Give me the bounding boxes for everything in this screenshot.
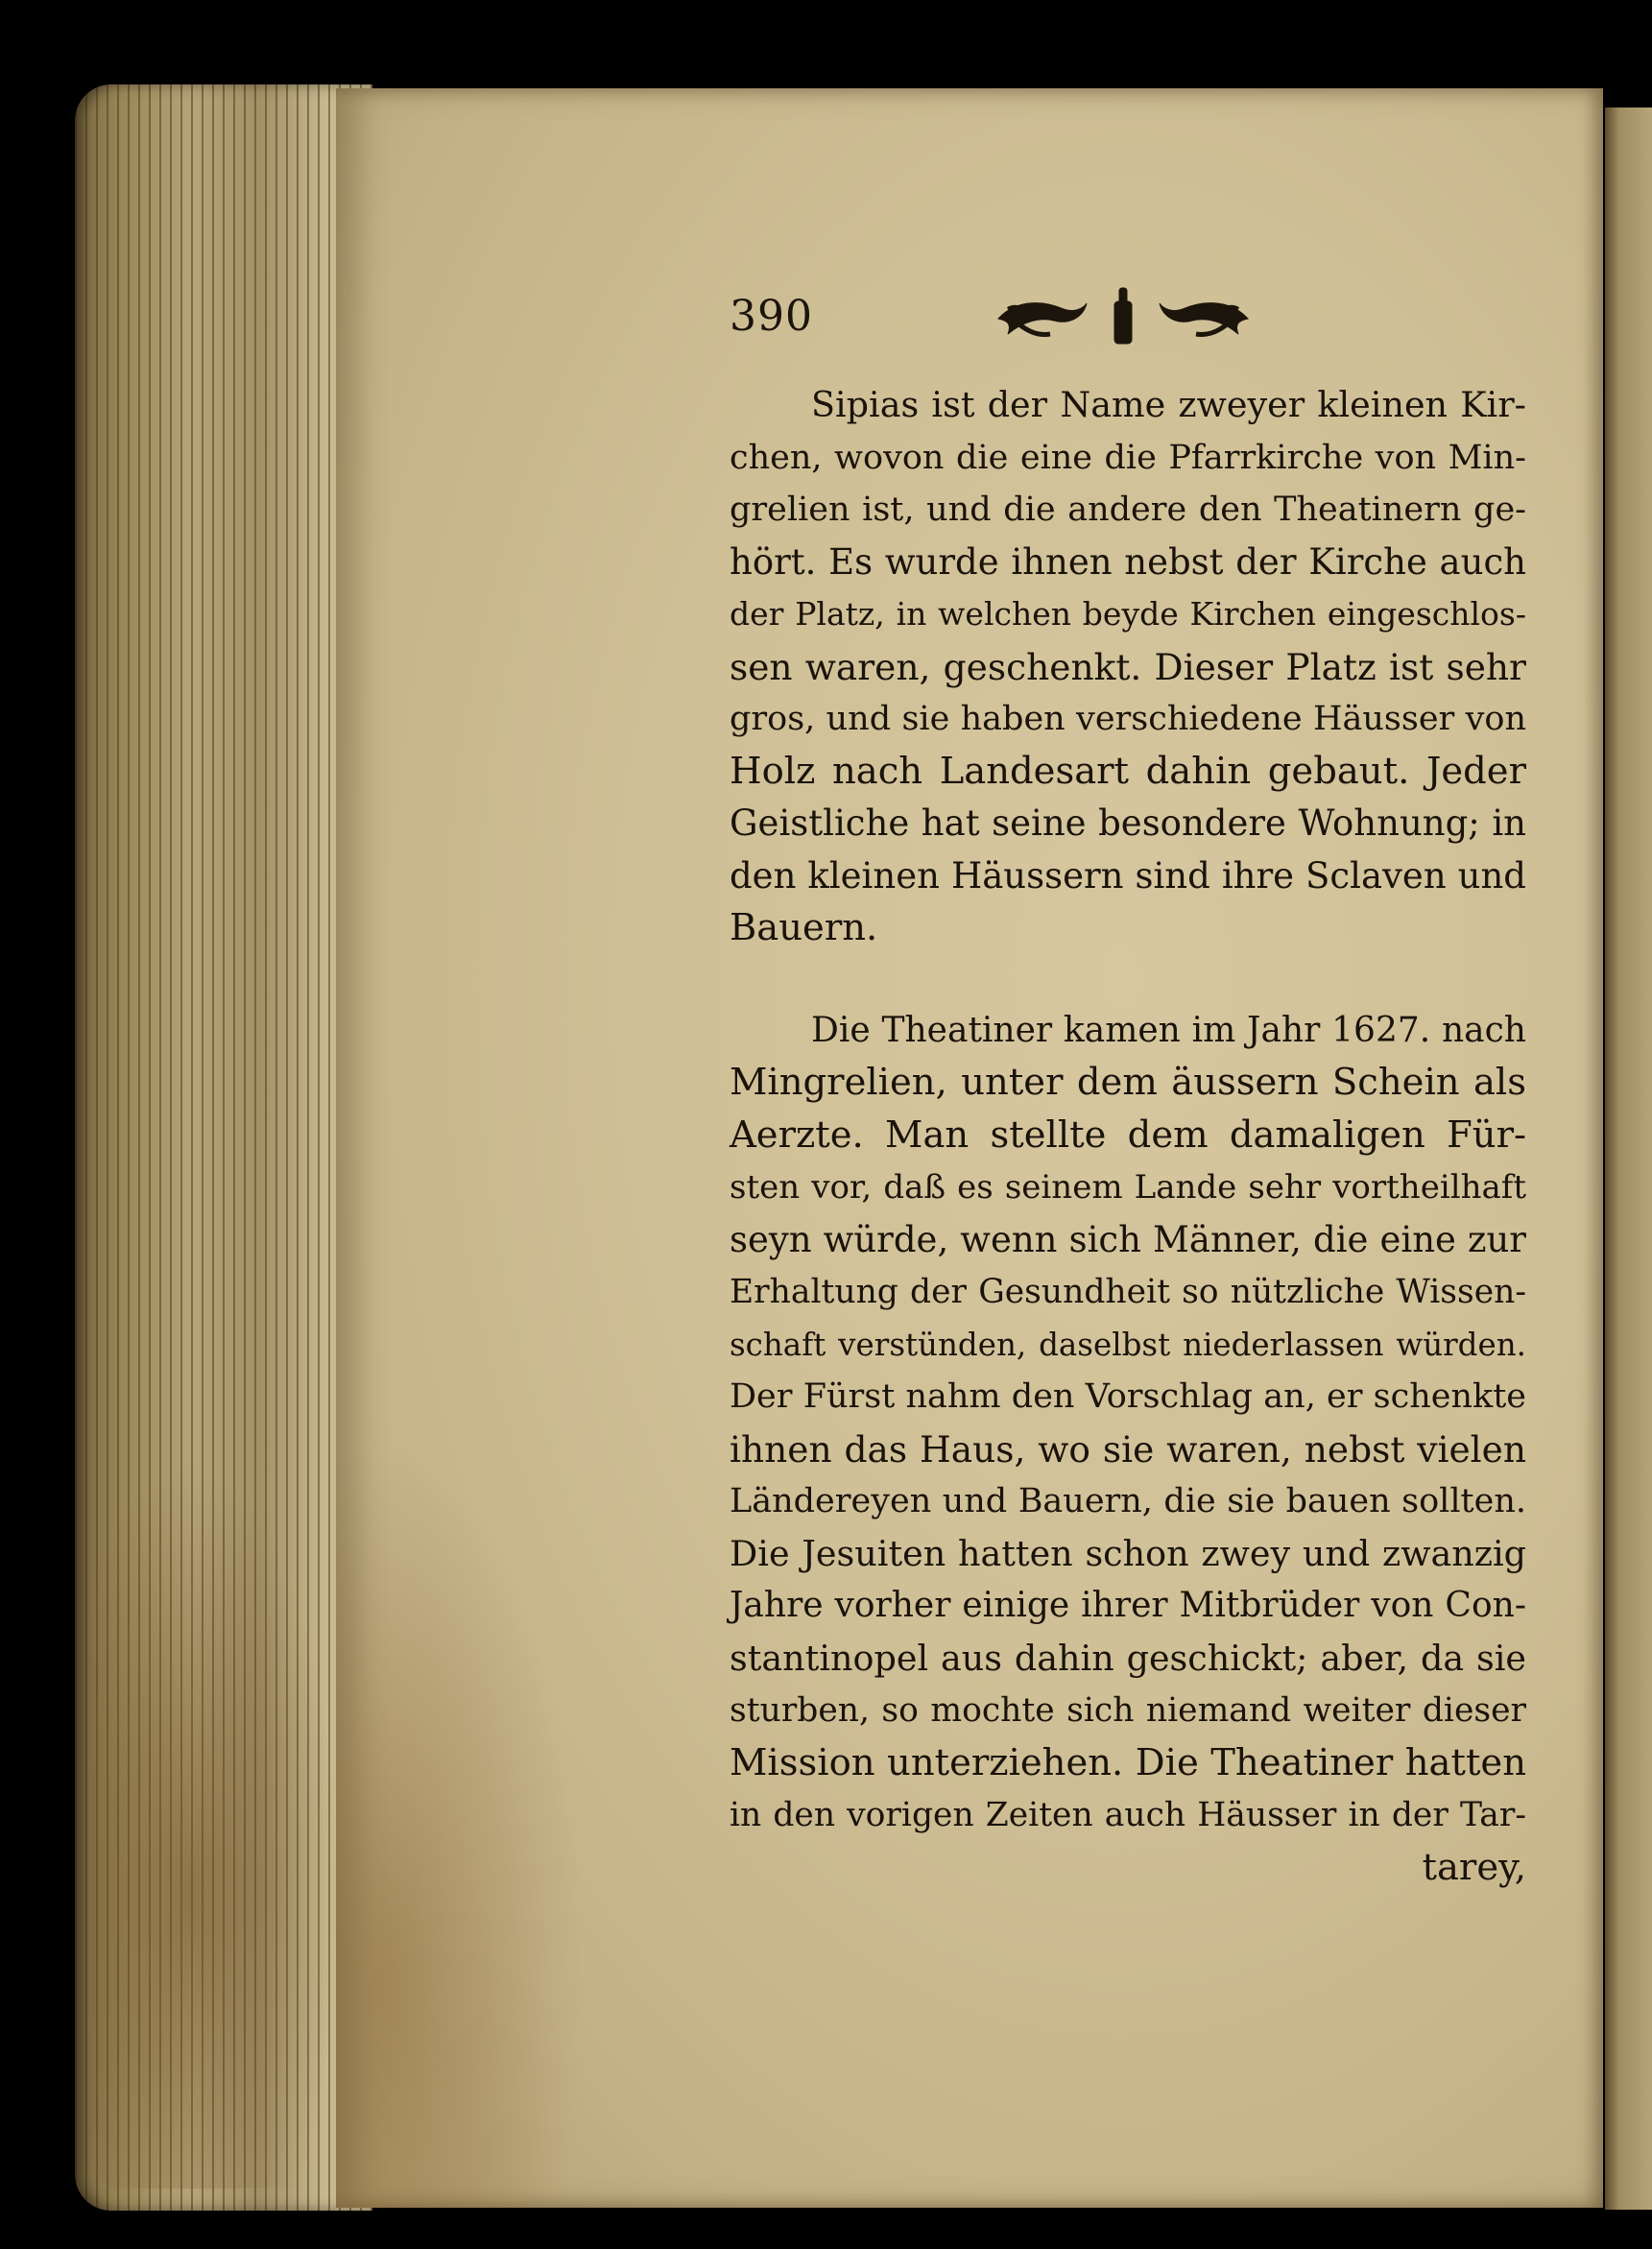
paragraph-1 (730, 379, 1526, 955)
facing-page-edge (1605, 108, 1652, 2210)
text-line: sen waren, geschenkt. Dieser Platz ist sehr (730, 645, 1526, 688)
text-line: Ländereyen und Bauern, die sie bauen sollten. (730, 1482, 1526, 1520)
page-stain (336, 1440, 586, 2208)
text-line: Mingrelien, unter dem äussern Schein als (730, 1061, 1526, 1104)
text-line: Mission unterziehen. Die Theatiner hatten (730, 1740, 1526, 1784)
page-header (730, 280, 1641, 357)
text-line: der Platz, in welchen beyde Kirchen eingeschlos- (730, 595, 1526, 633)
text-line: Jahre vorher einige ihrer Mitbrüder von Con- (730, 1586, 1526, 1625)
catchword: tarey, (1422, 1845, 1526, 1889)
text-line: Der Fürst nahm den Vorschlag an, er schenkte (730, 1377, 1526, 1416)
text-line: Erhaltung der Gesundheit so nützliche Wissen- (730, 1273, 1526, 1311)
text-line: stantinopel aus dahin geschickt; aber, da sie (730, 1637, 1526, 1679)
text-line: ihnen das Haus, wo sie waren, nebst vielen (730, 1427, 1526, 1471)
text-line: schaft verstünden, daselbst niederlassen würden. (730, 1326, 1526, 1363)
body-text (730, 379, 1526, 1894)
text-line: Die Jesuiten hatten schon zwey und zwanzig (730, 1532, 1526, 1574)
text-line: Geistliche hat seine besondere Wohnung; in (730, 802, 1526, 844)
text-line: seyn würde, wenn sich Männer, die eine zur (730, 1218, 1526, 1260)
text-line: in den vorigen Zeiten auch Häusser in der Tar- (730, 1796, 1526, 1834)
fleuron-icon (979, 280, 1267, 357)
text-line: Bauern. (730, 906, 878, 949)
text-line: sturben, so mochte sich niemand weiter dieser (730, 1691, 1526, 1730)
text-line: den kleinen Häussern sind ihre Sclaven und (730, 854, 1526, 897)
page-number: 390 (730, 292, 813, 341)
page-edges-stain (91, 1459, 341, 2189)
text-line: gros, und sie haben verschiedene Häusser von (730, 700, 1526, 738)
text-line: grelien ist, und die andere den Theatinern ge- (730, 490, 1526, 529)
text-line: chen, wovon die eine die Pfarrkirche von Min- (730, 438, 1526, 477)
text-line: sten vor, daß es seinem Lande sehr vortheilhaft (730, 1168, 1526, 1207)
text-line: Sipias ist der Name zweyer kleinen Kir- (811, 384, 1526, 425)
text-line: Holz nach Landesart dahin gebaut. Jeder (730, 749, 1526, 793)
paragraph-2 (730, 1005, 1526, 1895)
text-line: hört. Es wurde ihnen nebst der Kirche auch (730, 540, 1526, 583)
text-line: Aerzte. Man stellte dem damaligen Für- (730, 1113, 1526, 1157)
text-line: Die Theatiner kamen im Jahr 1627. nach (811, 1010, 1526, 1050)
